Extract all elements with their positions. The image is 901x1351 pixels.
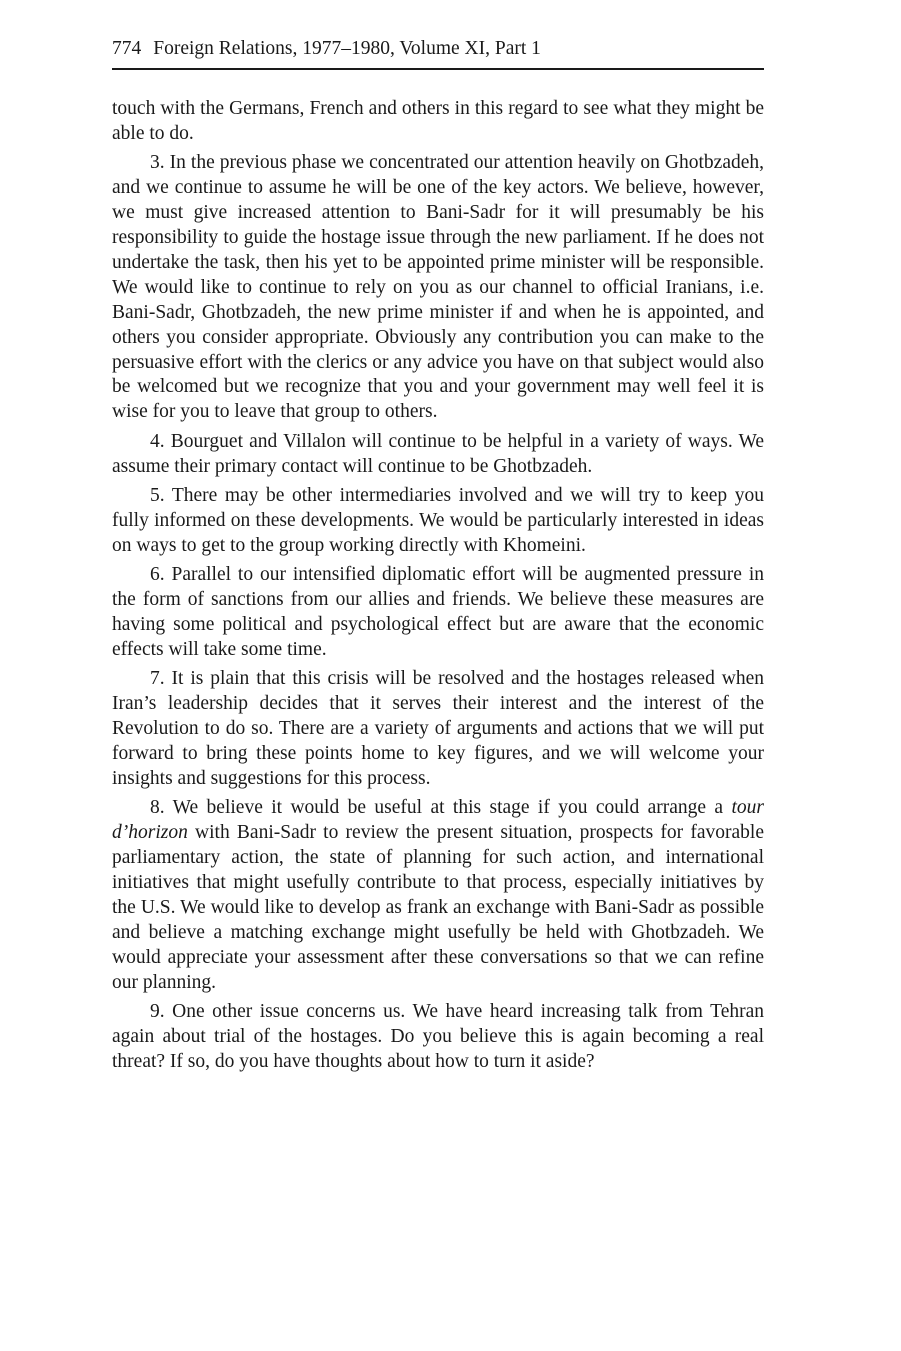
- paragraph-4: 4. Bourguet and Villalon will continue to be helpful in a variety of ways. We assume their primary contact will continue to be Ghotbzadeh.: [112, 430, 764, 477]
- paragraph-8-end: with Bani-Sadr to review the present situation, prospects for favorable parliamentary action, the state of planning for such action, and international initiatives that might usefully contribute to that process, especially initiatives by the U.S. We would like to develop as frank an exchange with Bani-Sadr as possible and believe a matching exchange might usefully be held with Ghotbzadeh. We would appreciate your assessment after these conversations so that we can refine our planning.: [112, 822, 764, 993]
- paragraph-8: [112, 796, 764, 995]
- document-page: [112, 36, 764, 1079]
- running-header: [112, 36, 764, 70]
- paragraph-8-italic-phrase: tour d’horizon: [112, 797, 764, 844]
- paragraph-8-start: 8. We believe it would be useful at this stage if you could arrange a: [150, 797, 724, 819]
- paragraph-continuation: touch with the Germans, French and others in this regard to see what they might be able to do.: [112, 98, 764, 144]
- paragraph-6: 6. Parallel to our intensified diplomatic effort will be augmented pressure in the form of sanctions from our allies and friends. We believe these measures are having some political and psychological effect but are aware that the economic effects will take some time.: [112, 564, 764, 661]
- paragraph-5: 5. There may be other intermediaries involved and we will try to keep you fully informed on these developments. We would be particularly interested in ideas on ways to get to the group working directly with Khomeini.: [112, 485, 764, 556]
- page-number: 774: [112, 38, 142, 59]
- paragraph-3: 3. In the previous phase we concentrated our attention heavily on Ghotbzadeh, and we continue to assume he will be one of the key actors. We believe, however, we must give increased attention to Bani-Sadr for it will presumably be his responsibility to guide the hostage issue through the new parliament. If he does not undertake the task, then his yet to be appointed prime minister will be responsible. We would like to continue to rely on you as our channel to official Iranians, i.e. Bani-Sadr, Ghotbzadeh, the new prime minister if and when he is appointed, and others you consider appropriate. Obviously any contribution you can make to the persuasive effort with the clerics or any advice you have on that subject would also be welcomed but we recognize that you and your government may well feel it is wise for you to leave that group to others.: [112, 152, 764, 423]
- paragraph-7: 7. It is plain that this crisis will be resolved and the hostages released when Iran’s leadership decides that it serves their interest and the interest of the Revolution to do so. There are a variety of arguments and actions that we will put forward to bring these points home to key figures, and we will welcome your insights and suggestions for this process.: [112, 668, 764, 790]
- body-text: [112, 97, 764, 1075]
- publication-title: Foreign Relations, 1977–1980, Volume XI, Part 1: [153, 38, 541, 59]
- paragraph-9: 9. One other issue concerns us. We have heard increasing talk from Tehran again about trial of the hostages. Do you believe this is again becoming a real threat? If so, do you have thoughts about how to turn it aside?: [112, 1001, 764, 1073]
